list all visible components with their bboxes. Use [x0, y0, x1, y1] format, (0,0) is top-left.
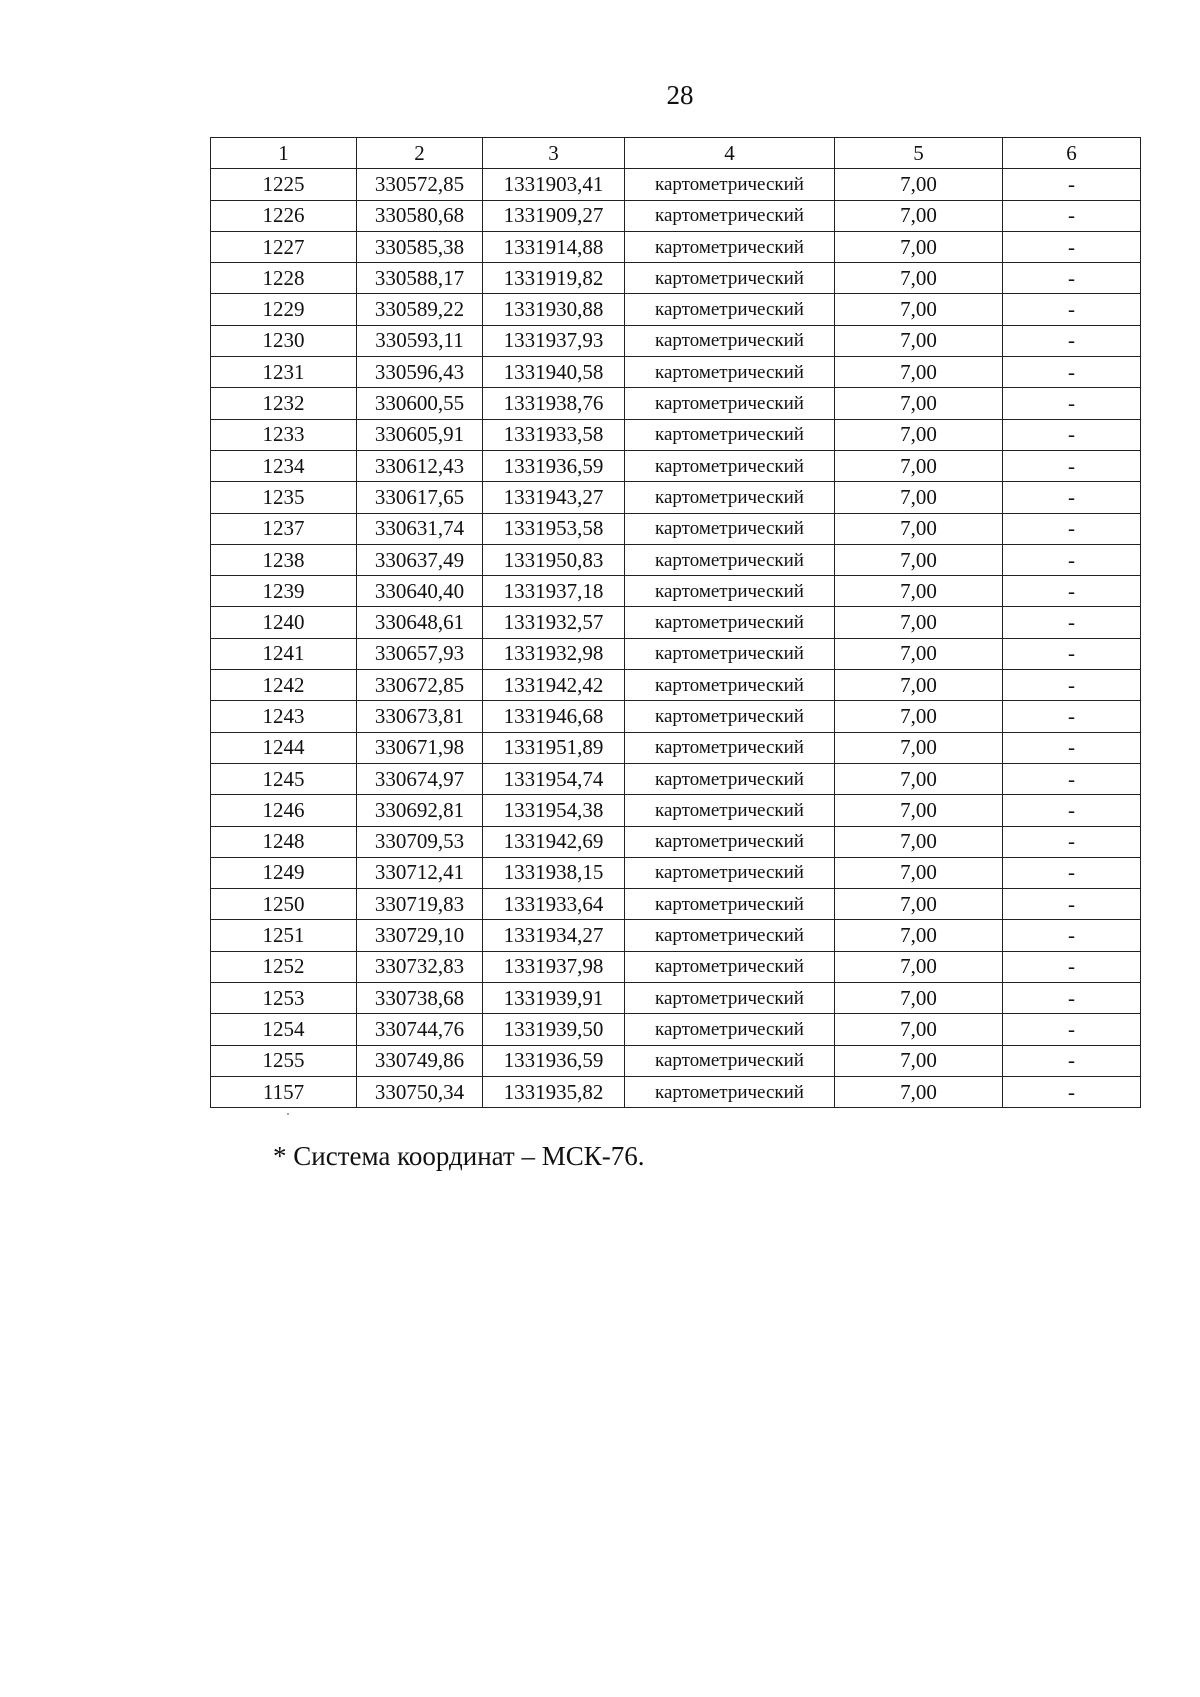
table-row	[211, 732, 1141, 763]
method-cell: картометрический	[625, 795, 835, 826]
table-row	[211, 670, 1141, 701]
description-cell: -	[1003, 544, 1141, 575]
table-row	[211, 1045, 1141, 1076]
point-number-cell: 1225	[211, 169, 357, 200]
x-coordinate-cell: 330631,74	[357, 513, 483, 544]
point-number-cell: 1226	[211, 200, 357, 231]
method-cell: картометрический	[625, 357, 835, 388]
table-row	[211, 388, 1141, 419]
accuracy-cell: 7,00	[835, 826, 1003, 857]
x-coordinate-cell: 330744,76	[357, 1014, 483, 1045]
y-coordinate-cell: 1331938,15	[483, 857, 625, 888]
y-coordinate-cell: 1331954,74	[483, 763, 625, 794]
y-coordinate-cell: 1331940,58	[483, 357, 625, 388]
method-cell: картометрический	[625, 294, 835, 325]
accuracy-cell: 7,00	[835, 732, 1003, 763]
point-number-cell: 1231	[211, 357, 357, 388]
point-number-cell: 1227	[211, 231, 357, 262]
y-coordinate-cell: 1331939,91	[483, 983, 625, 1014]
accuracy-cell: 7,00	[835, 576, 1003, 607]
table-body	[211, 138, 1141, 1108]
point-number-cell: 1241	[211, 638, 357, 669]
description-cell: -	[1003, 294, 1141, 325]
method-cell: картометрический	[625, 450, 835, 481]
y-coordinate-cell: 1331937,93	[483, 325, 625, 356]
table-row	[211, 857, 1141, 888]
description-cell: -	[1003, 200, 1141, 231]
description-cell: -	[1003, 920, 1141, 951]
description-cell: -	[1003, 169, 1141, 200]
method-cell: картометрический	[625, 263, 835, 294]
accuracy-cell: 7,00	[835, 200, 1003, 231]
method-cell: картометрический	[625, 169, 835, 200]
x-coordinate-cell: 330732,83	[357, 951, 483, 982]
accuracy-cell: 7,00	[835, 1045, 1003, 1076]
accuracy-cell: 7,00	[835, 388, 1003, 419]
x-coordinate-cell: 330580,68	[357, 200, 483, 231]
y-coordinate-cell: 1331935,82	[483, 1076, 625, 1107]
table-row	[211, 795, 1141, 826]
x-coordinate-cell: 330605,91	[357, 419, 483, 450]
x-coordinate-cell: 330637,49	[357, 544, 483, 575]
table-row	[211, 263, 1141, 294]
description-cell: -	[1003, 983, 1141, 1014]
method-cell: картометрический	[625, 732, 835, 763]
method-cell: картометрический	[625, 544, 835, 575]
table-row	[211, 544, 1141, 575]
accuracy-cell: 7,00	[835, 1014, 1003, 1045]
x-coordinate-cell: 330572,85	[357, 169, 483, 200]
y-coordinate-cell: 1331936,59	[483, 450, 625, 481]
method-cell: картометрический	[625, 1076, 835, 1107]
point-number-cell: 1228	[211, 263, 357, 294]
coordinates-table	[210, 137, 1141, 1108]
table-row	[211, 450, 1141, 481]
x-coordinate-cell: 330671,98	[357, 732, 483, 763]
description-cell: -	[1003, 388, 1141, 419]
point-number-cell: 1250	[211, 889, 357, 920]
method-cell: картометрический	[625, 513, 835, 544]
table-row	[211, 951, 1141, 982]
y-coordinate-cell: 1331942,42	[483, 670, 625, 701]
table-row	[211, 231, 1141, 262]
description-cell: -	[1003, 1014, 1141, 1045]
description-cell: -	[1003, 857, 1141, 888]
description-cell: -	[1003, 763, 1141, 794]
table-row	[211, 200, 1141, 231]
x-coordinate-cell: 330648,61	[357, 607, 483, 638]
x-coordinate-cell: 330588,17	[357, 263, 483, 294]
accuracy-cell: 7,00	[835, 889, 1003, 920]
table-row	[211, 1014, 1141, 1045]
accuracy-cell: 7,00	[835, 795, 1003, 826]
header-cell: 1	[211, 138, 357, 169]
point-number-cell: 1240	[211, 607, 357, 638]
point-number-cell: 1255	[211, 1045, 357, 1076]
table-row	[211, 763, 1141, 794]
y-coordinate-cell: 1331936,59	[483, 1045, 625, 1076]
table-row	[211, 920, 1141, 951]
description-cell: -	[1003, 701, 1141, 732]
method-cell: картометрический	[625, 857, 835, 888]
method-cell: картометрический	[625, 231, 835, 262]
y-coordinate-cell: 1331954,38	[483, 795, 625, 826]
table-row	[211, 701, 1141, 732]
description-cell: -	[1003, 670, 1141, 701]
accuracy-cell: 7,00	[835, 920, 1003, 951]
point-number-cell: 1230	[211, 325, 357, 356]
method-cell: картометрический	[625, 763, 835, 794]
table-row	[211, 169, 1141, 200]
method-cell: картометрический	[625, 638, 835, 669]
y-coordinate-cell: 1331909,27	[483, 200, 625, 231]
method-cell: картометрический	[625, 889, 835, 920]
description-cell: -	[1003, 607, 1141, 638]
description-cell: -	[1003, 482, 1141, 513]
point-number-cell: 1233	[211, 419, 357, 450]
accuracy-cell: 7,00	[835, 763, 1003, 794]
x-coordinate-cell: 330719,83	[357, 889, 483, 920]
method-cell: картометрический	[625, 200, 835, 231]
y-coordinate-cell: 1331939,50	[483, 1014, 625, 1045]
accuracy-cell: 7,00	[835, 419, 1003, 450]
accuracy-cell: 7,00	[835, 482, 1003, 513]
point-number-cell: 1239	[211, 576, 357, 607]
point-number-cell: 1157	[211, 1076, 357, 1107]
x-coordinate-cell: 330657,93	[357, 638, 483, 669]
accuracy-cell: 7,00	[835, 607, 1003, 638]
page-number: 28	[666, 80, 694, 110]
y-coordinate-cell: 1331946,68	[483, 701, 625, 732]
x-coordinate-cell: 330640,40	[357, 576, 483, 607]
method-cell: картометрический	[625, 670, 835, 701]
method-cell: картометрический	[625, 826, 835, 857]
point-number-cell: 1243	[211, 701, 357, 732]
accuracy-cell: 7,00	[835, 263, 1003, 294]
description-cell: -	[1003, 419, 1141, 450]
point-number-cell: 1234	[211, 450, 357, 481]
header-cell: 5	[835, 138, 1003, 169]
accuracy-cell: 7,00	[835, 544, 1003, 575]
table-row	[211, 325, 1141, 356]
description-cell: -	[1003, 231, 1141, 262]
method-cell: картометрический	[625, 920, 835, 951]
x-coordinate-cell: 330600,55	[357, 388, 483, 419]
accuracy-cell: 7,00	[835, 513, 1003, 544]
x-coordinate-cell: 330612,43	[357, 450, 483, 481]
point-number-cell: 1245	[211, 763, 357, 794]
coordinate-system-footnote: * Система координат – МСК-76.	[273, 1141, 645, 1171]
y-coordinate-cell: 1331943,27	[483, 482, 625, 513]
x-coordinate-cell: 330672,85	[357, 670, 483, 701]
y-coordinate-cell: 1331932,57	[483, 607, 625, 638]
method-cell: картометрический	[625, 325, 835, 356]
method-cell: картометрический	[625, 482, 835, 513]
method-cell: картометрический	[625, 607, 835, 638]
table-row	[211, 513, 1141, 544]
y-coordinate-cell: 1331934,27	[483, 920, 625, 951]
method-cell: картометрический	[625, 983, 835, 1014]
point-number-cell: 1253	[211, 983, 357, 1014]
accuracy-cell: 7,00	[835, 294, 1003, 325]
y-coordinate-cell: 1331933,64	[483, 889, 625, 920]
point-number-cell: 1246	[211, 795, 357, 826]
accuracy-cell: 7,00	[835, 325, 1003, 356]
accuracy-cell: 7,00	[835, 169, 1003, 200]
description-cell: -	[1003, 1045, 1141, 1076]
x-coordinate-cell: 330709,53	[357, 826, 483, 857]
y-coordinate-cell: 1331903,41	[483, 169, 625, 200]
accuracy-cell: 7,00	[835, 983, 1003, 1014]
point-number-cell: 1249	[211, 857, 357, 888]
method-cell: картометрический	[625, 419, 835, 450]
point-number-cell: 1248	[211, 826, 357, 857]
point-number-cell: 1237	[211, 513, 357, 544]
table-row	[211, 638, 1141, 669]
accuracy-cell: 7,00	[835, 357, 1003, 388]
header-cell: 6	[1003, 138, 1141, 169]
y-coordinate-cell: 1331932,98	[483, 638, 625, 669]
table-row	[211, 357, 1141, 388]
y-coordinate-cell: 1331937,18	[483, 576, 625, 607]
accuracy-cell: 7,00	[835, 951, 1003, 982]
method-cell: картометрический	[625, 388, 835, 419]
description-cell: -	[1003, 889, 1141, 920]
description-cell: -	[1003, 576, 1141, 607]
table-header-row	[211, 138, 1141, 169]
method-cell: картометрический	[625, 1045, 835, 1076]
x-coordinate-cell: 330593,11	[357, 325, 483, 356]
method-cell: картометрический	[625, 1014, 835, 1045]
y-coordinate-cell: 1331933,58	[483, 419, 625, 450]
description-cell: -	[1003, 357, 1141, 388]
accuracy-cell: 7,00	[835, 701, 1003, 732]
description-cell: -	[1003, 263, 1141, 294]
scan-speck	[287, 1113, 289, 1115]
description-cell: -	[1003, 325, 1141, 356]
y-coordinate-cell: 1331919,82	[483, 263, 625, 294]
description-cell: -	[1003, 732, 1141, 763]
x-coordinate-cell: 330692,81	[357, 795, 483, 826]
y-coordinate-cell: 1331937,98	[483, 951, 625, 982]
x-coordinate-cell: 330750,34	[357, 1076, 483, 1107]
y-coordinate-cell: 1331953,58	[483, 513, 625, 544]
table-row	[211, 983, 1141, 1014]
header-cell: 4	[625, 138, 835, 169]
description-cell: -	[1003, 951, 1141, 982]
y-coordinate-cell: 1331914,88	[483, 231, 625, 262]
x-coordinate-cell: 330738,68	[357, 983, 483, 1014]
x-coordinate-cell: 330617,65	[357, 482, 483, 513]
point-number-cell: 1242	[211, 670, 357, 701]
point-number-cell: 1251	[211, 920, 357, 951]
description-cell: -	[1003, 1076, 1141, 1107]
accuracy-cell: 7,00	[835, 857, 1003, 888]
point-number-cell: 1235	[211, 482, 357, 513]
x-coordinate-cell: 330674,97	[357, 763, 483, 794]
table-row	[211, 419, 1141, 450]
table-row	[211, 826, 1141, 857]
table-row	[211, 1076, 1141, 1107]
point-number-cell: 1254	[211, 1014, 357, 1045]
accuracy-cell: 7,00	[835, 231, 1003, 262]
table-row	[211, 607, 1141, 638]
description-cell: -	[1003, 513, 1141, 544]
y-coordinate-cell: 1331930,88	[483, 294, 625, 325]
x-coordinate-cell: 330585,38	[357, 231, 483, 262]
y-coordinate-cell: 1331951,89	[483, 732, 625, 763]
description-cell: -	[1003, 638, 1141, 669]
point-number-cell: 1252	[211, 951, 357, 982]
x-coordinate-cell: 330596,43	[357, 357, 483, 388]
accuracy-cell: 7,00	[835, 1076, 1003, 1107]
table-row	[211, 889, 1141, 920]
table-row	[211, 294, 1141, 325]
method-cell: картометрический	[625, 951, 835, 982]
accuracy-cell: 7,00	[835, 450, 1003, 481]
y-coordinate-cell: 1331938,76	[483, 388, 625, 419]
x-coordinate-cell: 330749,86	[357, 1045, 483, 1076]
point-number-cell: 1244	[211, 732, 357, 763]
x-coordinate-cell: 330589,22	[357, 294, 483, 325]
point-number-cell: 1232	[211, 388, 357, 419]
x-coordinate-cell: 330673,81	[357, 701, 483, 732]
method-cell: картометрический	[625, 576, 835, 607]
x-coordinate-cell: 330729,10	[357, 920, 483, 951]
description-cell: -	[1003, 795, 1141, 826]
accuracy-cell: 7,00	[835, 638, 1003, 669]
method-cell: картометрический	[625, 701, 835, 732]
accuracy-cell: 7,00	[835, 670, 1003, 701]
table-row	[211, 482, 1141, 513]
description-cell: -	[1003, 450, 1141, 481]
header-cell: 3	[483, 138, 625, 169]
header-cell: 2	[357, 138, 483, 169]
y-coordinate-cell: 1331950,83	[483, 544, 625, 575]
point-number-cell: 1238	[211, 544, 357, 575]
table-row	[211, 576, 1141, 607]
y-coordinate-cell: 1331942,69	[483, 826, 625, 857]
x-coordinate-cell: 330712,41	[357, 857, 483, 888]
description-cell: -	[1003, 826, 1141, 857]
point-number-cell: 1229	[211, 294, 357, 325]
